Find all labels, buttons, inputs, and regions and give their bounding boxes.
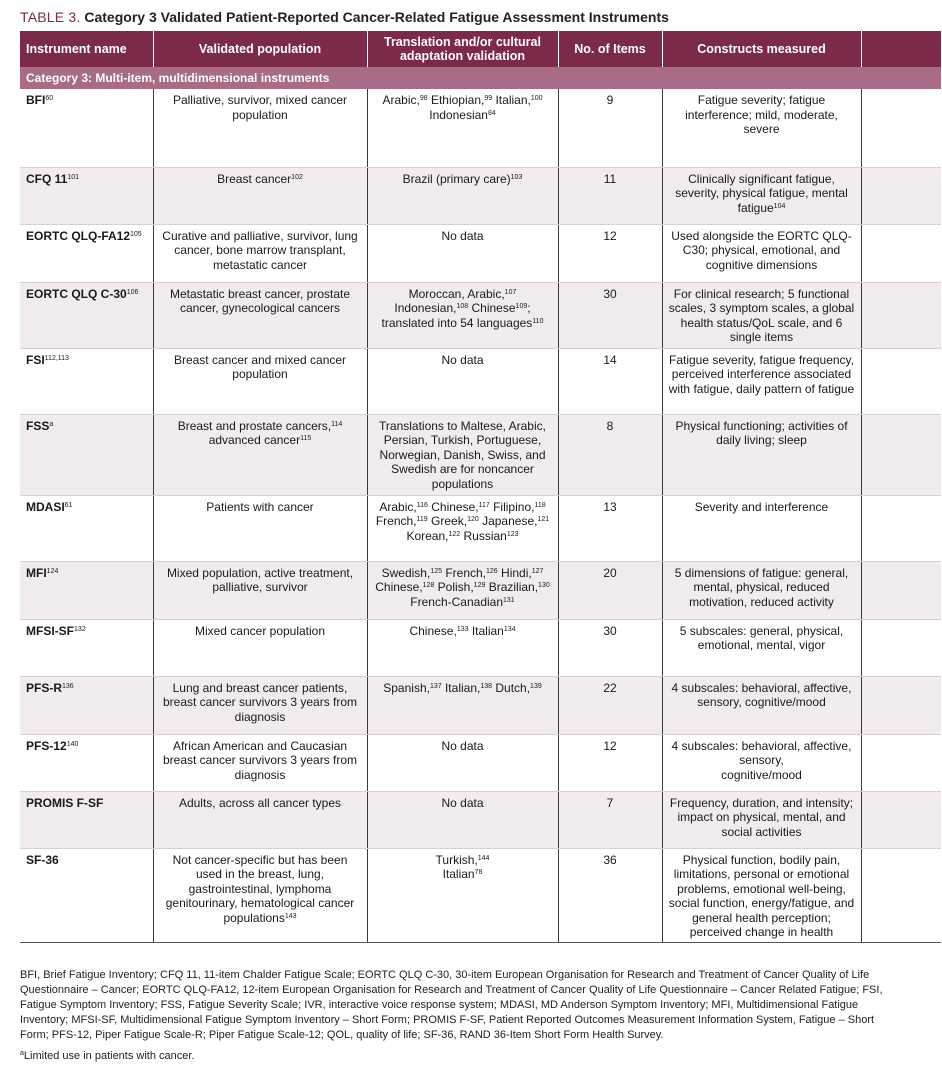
empty-cell xyxy=(861,282,941,348)
constructs-measured-cell xyxy=(662,676,861,734)
cell-text: Indonesian xyxy=(429,107,488,122)
reference-sup: 115 xyxy=(300,435,312,442)
cell-text: Lung and breast cancer patients, breast cancer survivors 3 years from diagnosis xyxy=(162,680,358,724)
reference-sup: 103 xyxy=(510,173,523,181)
number-of-items-cell: 11 xyxy=(558,167,662,224)
cell-text: cognitive/mood xyxy=(721,767,802,782)
instrument-name-cell xyxy=(20,848,153,942)
cell-text: Chinese, xyxy=(427,499,479,514)
reference-sup: 136 xyxy=(62,682,74,690)
cell-text: Italian, xyxy=(441,680,481,695)
instrument-name: FSI xyxy=(26,352,45,367)
reference-sup: 139 xyxy=(530,682,542,690)
instrument-name-cell xyxy=(20,167,153,224)
constructs-measured-cell xyxy=(662,734,861,791)
reference-sup: 61 xyxy=(64,501,73,509)
cell-text: Arabic, xyxy=(379,499,417,514)
constructs-measured-cell xyxy=(662,619,861,676)
reference-sup: 137 xyxy=(429,682,442,690)
constructs-measured-cell xyxy=(662,167,861,224)
constructs-measured-cell xyxy=(662,224,861,282)
empty-cell xyxy=(861,734,941,791)
cell-text: Chinese, xyxy=(375,580,423,594)
cell-text: ; translated into 54 languages xyxy=(381,301,533,330)
category-row xyxy=(20,67,941,89)
reference-sup: 106 xyxy=(126,288,139,296)
constructs-measured-cell xyxy=(662,495,861,561)
instrument-name-cell xyxy=(20,495,153,561)
cell-text: Breast cancer xyxy=(217,171,292,186)
instrument-name-cell xyxy=(20,676,153,734)
header-empty xyxy=(861,31,941,67)
translation-validation-cell xyxy=(367,167,558,224)
category-label: Category 3: Multi-item, multidimensional instruments xyxy=(20,67,941,89)
reference-sup: 104 xyxy=(773,202,786,210)
number-of-items-cell: 22 xyxy=(558,676,662,734)
constructs-measured-cell xyxy=(662,791,861,848)
header-validated-population: Validated population xyxy=(153,31,367,67)
cell-text: 5 subscales: general, physical, emotional, mental, vigor xyxy=(679,623,844,652)
cell-text: Hindi, xyxy=(497,565,532,580)
header-constructs-measured: Constructs measured xyxy=(662,31,861,67)
reference-sup: 138 xyxy=(480,682,493,690)
cell-text: French, xyxy=(441,565,486,580)
validated-population-cell xyxy=(153,495,367,561)
reference-sup: 114 xyxy=(331,420,343,428)
reference-sup: 129 xyxy=(473,582,486,589)
cell-text: Physical functioning; activities of daily living; sleep xyxy=(675,418,848,447)
reference-sup: 109 xyxy=(515,303,528,310)
validated-population-cell xyxy=(153,676,367,734)
empty-cell xyxy=(861,224,941,282)
translation-validation-cell xyxy=(367,282,558,348)
number-of-items-cell: 12 xyxy=(558,224,662,282)
instrument-name: MFSI-SF xyxy=(26,623,74,638)
header-translation-validation: Translation and/or cultural adaptation validation xyxy=(367,31,558,67)
empty-cell xyxy=(861,495,941,561)
cell-text: Mixed cancer population xyxy=(194,623,326,638)
table-row xyxy=(20,561,941,619)
reference-sup: 121 xyxy=(537,516,550,523)
reference-sup: 101 xyxy=(67,173,80,181)
table-row xyxy=(20,414,941,495)
cell-text: Italian, xyxy=(492,93,531,107)
instrument-name: EORTC QLQ-FA12 xyxy=(26,228,131,243)
cell-text: French, xyxy=(375,514,417,528)
cell-text: Moroccan, Arabic, xyxy=(408,286,505,301)
reference-sup: 110 xyxy=(532,317,544,325)
validated-population-cell xyxy=(153,89,367,167)
cell-text: Translations to Maltese, Arabic, Persian, Turkish, Portuguese, Norwegian, Danish, Swiss, and Swedish are for noncancer populations xyxy=(379,418,546,491)
header-row xyxy=(20,31,941,67)
reference-sup: 84 xyxy=(487,109,496,117)
cell-text: Korean, xyxy=(406,528,449,543)
instrument-name-cell xyxy=(20,89,153,167)
number-of-items-cell: 30 xyxy=(558,282,662,348)
validated-population-cell xyxy=(153,167,367,224)
cell-text: Chinese, xyxy=(409,623,457,638)
table-row xyxy=(20,348,941,414)
table-body xyxy=(20,89,941,942)
cell-text: 4 subscales: behavioral, affective, sensory, xyxy=(671,738,852,767)
reference-sup: a xyxy=(49,420,54,428)
reference-sup: 122 xyxy=(448,530,461,538)
reference-sup: 120 xyxy=(467,516,479,523)
constructs-measured-cell xyxy=(662,414,861,495)
cell-text: Frequency, duration, and intensity; impact on physical, mental, and social activities xyxy=(669,795,854,839)
instrument-name-cell xyxy=(20,348,153,414)
reference-sup: 144 xyxy=(477,854,490,862)
instrument-name-cell xyxy=(20,414,153,495)
cell-text: Spanish, xyxy=(383,680,430,695)
cell-text: Indonesian, xyxy=(394,301,457,315)
cell-text: Palliative, survivor, mixed cancer population xyxy=(172,93,348,122)
cell-text: Ethiopian, xyxy=(427,93,485,107)
constructs-measured-cell xyxy=(662,348,861,414)
cell-text: For clinical research; 5 functional scales, 3 symptom scales, a global health status/QoL scale, and 6 single items xyxy=(668,286,855,344)
table-row xyxy=(20,848,941,942)
number-of-items-cell: 13 xyxy=(558,495,662,561)
translation-validation-cell xyxy=(367,89,558,167)
instrument-name-cell xyxy=(20,791,153,848)
footnote-note-text: Limited use in patients with cancer. xyxy=(23,1050,195,1062)
reference-sup: 123 xyxy=(506,530,519,538)
cell-text: Greek, xyxy=(427,514,468,528)
table-row xyxy=(20,89,941,167)
instrument-name-cell xyxy=(20,734,153,791)
reference-sup: 140 xyxy=(66,740,79,748)
cell-text: 4 subscales: behavioral, affective, sensory, cognitive/mood xyxy=(671,680,852,709)
number-of-items-cell: 7 xyxy=(558,791,662,848)
table-row xyxy=(20,224,941,282)
cell-text: Metastatic breast cancer, prostate cancer, gynecological cancers xyxy=(169,286,351,315)
reference-sup: 128 xyxy=(422,582,435,589)
validated-population-cell xyxy=(153,791,367,848)
reference-sup: 125 xyxy=(430,567,442,575)
validated-population-cell xyxy=(153,348,367,414)
translation-validation-cell xyxy=(367,791,558,848)
instrument-name: MFI xyxy=(26,565,47,580)
instrument-name: EORTC QLQ C-30 xyxy=(26,286,127,301)
reference-sup: 108 xyxy=(456,303,469,310)
cell-text: Italian xyxy=(468,623,504,638)
instrument-name-cell xyxy=(20,619,153,676)
cell-text: No data xyxy=(441,738,484,753)
reference-sup: 99 xyxy=(484,95,493,102)
empty-cell xyxy=(861,89,941,167)
reference-sup: 126 xyxy=(486,567,498,575)
validated-population-cell xyxy=(153,282,367,348)
table-label: TABLE 3. xyxy=(20,9,81,25)
cell-text: 5 dimensions of fatigue: general, mental, physical, reduced motivation, reduced activity xyxy=(674,565,849,609)
reference-sup: 130 xyxy=(538,582,550,589)
translation-validation-cell xyxy=(367,348,558,414)
instrument-name: BFI xyxy=(26,93,46,107)
instrument-name-cell xyxy=(20,561,153,619)
reference-sup: 112,113 xyxy=(44,354,69,362)
constructs-measured-cell xyxy=(662,282,861,348)
reference-sup: 127 xyxy=(531,567,544,575)
instrument-name: PROMIS F-SF xyxy=(26,795,104,810)
instrument-name-cell xyxy=(20,282,153,348)
table-row xyxy=(20,676,941,734)
reference-sup: 119 xyxy=(416,516,428,523)
number-of-items-cell: 36 xyxy=(558,848,662,942)
table-row xyxy=(20,619,941,676)
cell-text: Breast cancer and mixed cancer population xyxy=(173,352,347,381)
empty-cell xyxy=(861,348,941,414)
number-of-items-cell: 20 xyxy=(558,561,662,619)
instrument-name: CFQ 11 xyxy=(26,171,68,186)
cell-text: French-Canadian xyxy=(410,594,504,609)
cell-text: Clinically significant fatigue, severity, physical fatigue, mental fatigue xyxy=(675,171,848,215)
cell-text: Chinese xyxy=(468,301,516,315)
reference-sup: 117 xyxy=(478,501,490,509)
cell-text: Swedish, xyxy=(381,565,431,580)
header-instrument-name: Instrument name xyxy=(20,31,153,67)
constructs-measured-cell xyxy=(662,561,861,619)
empty-cell xyxy=(861,167,941,224)
number-of-items-cell: 8 xyxy=(558,414,662,495)
constructs-measured-cell xyxy=(662,848,861,942)
reference-sup: 98 xyxy=(419,95,428,102)
reference-sup: 118 xyxy=(534,501,546,509)
number-of-items-cell: 14 xyxy=(558,348,662,414)
cell-text: Adults, across all cancer types xyxy=(178,795,342,810)
instrument-name: SF-36 xyxy=(26,852,59,867)
cell-text: Fatigue severity, fatigue frequency, perceived interference associated with fatigue, daily pattern of fatigue xyxy=(668,352,855,396)
cell-text: Polish, xyxy=(434,580,474,594)
reference-sup: 102 xyxy=(291,173,303,181)
cell-text: African American and Caucasian breast cancer survivors 3 years from diagnosis xyxy=(162,738,358,782)
cell-text: Japanese, xyxy=(478,514,538,528)
cell-text: Mixed population, active treatment, palliative, survivor xyxy=(166,565,354,594)
reference-sup: 116 xyxy=(416,501,428,509)
cell-text: Physical function, bodily pain, limitations, personal or emotional problems, emotional well-being, social function, energy/fatigue, and general health perception; perceived change in health xyxy=(668,852,855,939)
validated-population-cell xyxy=(153,224,367,282)
cell-text: Arabic, xyxy=(382,93,420,107)
table-title xyxy=(20,9,669,25)
cell-text: Brazil (primary care) xyxy=(402,171,511,186)
translation-validation-cell xyxy=(367,224,558,282)
instrument-name: PFS-12 xyxy=(26,738,67,753)
reference-sup: 133 xyxy=(456,625,469,633)
reference-sup: 132 xyxy=(74,625,86,633)
reference-sup: 105 xyxy=(130,230,142,238)
table-title-text: Category 3 Validated Patient-Reported Cancer-Related Fatigue Assessment Instruments xyxy=(84,9,669,25)
translation-validation-cell xyxy=(367,619,558,676)
constructs-measured-cell xyxy=(662,89,861,167)
cell-text: advanced cancer xyxy=(208,433,301,447)
cell-text: Patients with cancer xyxy=(206,499,314,514)
validated-population-cell xyxy=(153,848,367,942)
empty-cell xyxy=(861,676,941,734)
table-row xyxy=(20,282,941,348)
validated-population-cell xyxy=(153,414,367,495)
instrument-name: MDASI xyxy=(26,499,65,514)
cell-text: Not cancer-specific but has been used in the breast, lung, gastrointestinal, lymphoma genitourinary, hematological cancer populations xyxy=(165,852,355,925)
empty-cell xyxy=(861,791,941,848)
reference-sup: 107 xyxy=(504,288,517,296)
table-row xyxy=(20,791,941,848)
cell-text: Turkish, xyxy=(435,852,478,867)
empty-cell xyxy=(861,619,941,676)
translation-validation-cell xyxy=(367,734,558,791)
table-row xyxy=(20,495,941,561)
footnote-abbreviations: BFI, Brief Fatigue Inventory; CFQ 11, 11-item Chalder Fatigue Scale; EORTC QLQ C-30, 30-item European Organisation for Research and Treatment of Cancer Quality of Life Questionnaire – Cancer; EORTC QLQ-FA12, 12-item European Organisation for Research and Treatment of Cancer Quality of Life Questionnaire – Cancer Related Fatigue; FSI, Fatigue Symptom Inventory; FSS, Fatigue Severity Scale; IVR, interactive voice response system; MDASI, MD Anderson Symptom Inventory; MFI, Multidimensional Fatigue Inventory; MFSI-SF, Multidimensional Fatigue Symptom Inventory – Short Form; PROMIS F-SF, Patient Reported Outcomes Measurement Information System, Fatigue – Short Form; PFS-12, Piper Fatigue Scale-R; Piper Fatigue Scale-12; QOL, quality of life; SF-36, RAND 36-Item Short Form Health Survey. xyxy=(20,969,883,1041)
translation-validation-cell xyxy=(367,848,558,942)
number-of-items-cell: 12 xyxy=(558,734,662,791)
translation-validation-cell xyxy=(367,495,558,561)
cell-text: Russian xyxy=(460,528,507,543)
reference-sup: 100 xyxy=(530,95,543,102)
translation-validation-cell xyxy=(367,414,558,495)
instrument-name-cell xyxy=(20,224,153,282)
cell-text: Brazilian, xyxy=(485,580,539,594)
cell-text: Curative and palliative, survivor, lung cancer, bone marrow transplant, metastatic cancer xyxy=(162,228,358,272)
cell-text: Filipino, xyxy=(489,499,535,514)
reference-sup: 143 xyxy=(284,912,297,920)
footnote-marker: a xyxy=(20,1050,24,1057)
cell-text: No data xyxy=(441,228,484,243)
cell-text: Italian xyxy=(442,867,475,881)
cell-text: Dutch, xyxy=(492,680,531,695)
table-row xyxy=(20,734,941,791)
validated-population-cell xyxy=(153,561,367,619)
reference-sup: 78 xyxy=(474,869,483,876)
cell-text: No data xyxy=(441,795,484,810)
translation-validation-cell xyxy=(367,561,558,619)
empty-cell xyxy=(861,848,941,942)
number-of-items-cell: 30 xyxy=(558,619,662,676)
reference-sup: 124 xyxy=(46,567,59,575)
validated-population-cell xyxy=(153,734,367,791)
table-row xyxy=(20,167,941,224)
reference-sup: 131 xyxy=(503,596,515,604)
empty-cell xyxy=(861,414,941,495)
number-of-items-cell: 9 xyxy=(558,89,662,167)
fatigue-instruments-table xyxy=(20,31,941,943)
validated-population-cell xyxy=(153,619,367,676)
reference-sup: 60 xyxy=(45,95,54,102)
cell-text: Breast and prostate cancers, xyxy=(177,418,332,433)
empty-cell xyxy=(861,561,941,619)
reference-sup: 134 xyxy=(503,625,516,633)
cell-text: Used alongside the EORTC QLQ-C30; physical, emotional, and cognitive dimensions xyxy=(671,228,852,272)
instrument-name: PFS-R xyxy=(26,680,62,695)
cell-text: Severity and interference xyxy=(694,499,829,514)
cell-text: Fatigue severity; fatigue interference; mild, moderate, severe xyxy=(685,93,838,136)
instrument-name: FSS xyxy=(26,418,50,433)
cell-text: No data xyxy=(441,352,484,367)
header-number-of-items: No. of Items xyxy=(558,31,662,67)
footnote-note xyxy=(20,1049,900,1064)
translation-validation-cell xyxy=(367,676,558,734)
